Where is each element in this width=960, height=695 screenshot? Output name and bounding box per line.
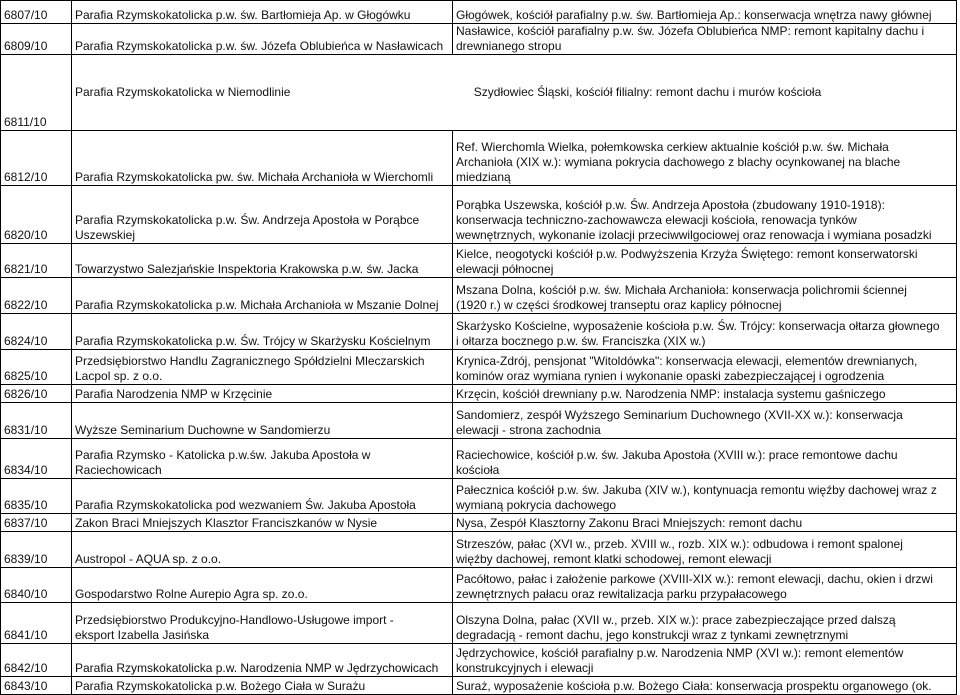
beneficiary: Parafia Rzymskokatolicka p.w. św. Józefa Oblubieńca w Nasławicach — [72, 24, 453, 55]
object-description: Strzeszów, pałac (XVI w., przeb. XVIII w., rozb. XIX w.): odbudowa i remont spalonej więźby dachowej, remont klatki schodowej, remont elewacji — [453, 532, 957, 568]
object-description: Nasławice, kościół parafialny p.w. św. Józefa Oblubieńca NMP: remont kapitalny dachu i drewnianego stropu — [453, 24, 957, 55]
object-description: Olszyna Dolna, pałac (XVII w., przeb. XIX w.): prace zabezpieczające przed dalszą degradacją - remont dachu, jego konstrukcji wraz z tynkami zewnętrznymi — [453, 603, 957, 644]
object-description: Krynica-Zdrój, pensjonat "Witoldówka": konserwacja elewacji, elementów drewnianych, kominów oraz wymiana rynien i wykonanie opaski zabezpieczającej i ogrodzenia — [453, 350, 957, 385]
grant-number: 6835/10 — [1, 479, 72, 514]
table-row — [1, 55, 957, 131]
grant-number: 6840/10 — [1, 568, 72, 603]
grant-number: 6825/10 — [1, 350, 72, 385]
beneficiary: Parafia Rzymskokatolicka p.w. Św. Andrzeja Apostoła w Porąbce Uszewskiej — [72, 186, 453, 244]
object-description: Raciechowice, kościół p.w. św. Jakuba Apostoła (XVIII w.): prace remontowe dachu kościoła — [453, 439, 957, 479]
table-row — [1, 603, 957, 644]
grant-number: 6831/10 — [1, 403, 72, 439]
object-description: Pacółtowo, pałac i założenie parkowe (XVIII-XIX w.): remont elewacji, dachu, okien i drzwi zewnętrznych pałacu oraz rewitalizacja parku przypałacowego — [453, 568, 957, 603]
table-row — [1, 186, 957, 244]
grant-number: 6842/10 — [1, 644, 72, 677]
grant-number: 6824/10 — [1, 314, 72, 350]
beneficiary: Parafia Rzymskokatolicka p.w. Św. Trójcy w Skarżysku Kościelnym — [72, 314, 453, 350]
grant-number: 6834/10 — [1, 439, 72, 479]
beneficiary: Parafia Narodzenia NMP w Krzęcinie — [72, 385, 453, 403]
table-row — [1, 244, 957, 278]
grant-number: 6812/10 — [1, 131, 72, 186]
object-description: Sandomierz, zespół Wyższego Seminarium Duchownego (XVII-XX w.): konserwacja elewacji - strona zachodnia — [453, 403, 957, 439]
beneficiary: Parafia Rzymskokatolicka p.w. Narodzenia NMP w Jędrzychowicach — [72, 644, 453, 677]
grant-number: 6809/10 — [1, 24, 72, 55]
beneficiary: Parafia Rzymskokatolicka pod wezwaniem Św. Jakuba Apostoła — [72, 479, 453, 514]
grant-number: 6820/10 — [1, 186, 72, 244]
table-row — [1, 1, 957, 24]
object-description: Ref. Wierchomla Wielka, połemkowska cerkiew aktualnie kościół p.w. św. Michała Archanioła (XIX w.): wymiana pokrycia dachowego z blachy ocynkowanej na blache miedzianą — [453, 131, 957, 186]
grant-number: 6821/10 — [1, 244, 72, 278]
object-description: Nysa, Zespół Klasztorny Zakonu Braci Mniejszych: remont dachu — [453, 514, 957, 532]
object-description: Porąbka Uszewska, kościół p.w. Św. Andrzeja Apostoła (zbudowany 1910-1918): konserwacja techniczno-zachowawcza elewacji kościoła, renowacja tynków wewnętrznych, wykonanie izolacji przeciwwilgociowej oraz renowacja i wymiana posadzki — [453, 186, 957, 244]
beneficiary: Przedsiębiorstwo Handlu Zagranicznego Spółdzielni Mleczarskich Lacpol sp. z o.o. — [72, 350, 453, 385]
beneficiary: Zakon Braci Mniejszych Klasztor Franciszkanów w Nysie — [72, 514, 453, 532]
table-row — [1, 514, 957, 532]
object-description: Jędrzychowice, kościół parafialny p.w. Narodzenia NMP (XVI w.): remont elementów konstrukcyjnych i elewacji — [453, 644, 957, 677]
beneficiary: Parafia Rzymskokatolicka p.w. św. Bartłomieja Ap. w Głogówku — [72, 1, 453, 24]
table-row — [1, 24, 957, 55]
table-row — [1, 479, 957, 514]
beneficiary: Austropol - AQUA sp. z o.o. — [72, 532, 453, 568]
grant-number: 6839/10 — [1, 532, 72, 568]
object-description: Pałecznica kościół p.w. św. Jakuba (XIV w.), kontynuacja remontu więźby dachowej wraz z wymianą pokrycia dachowego — [453, 479, 957, 514]
table-row — [1, 677, 957, 695]
beneficiary: Towarzystwo Salezjańskie Inspektoria Krakowska p.w. św. Jacka — [72, 244, 453, 278]
beneficiary: Parafia Rzymsko - Katolicka p.w.św. Jakuba Apostoła w Raciechowicach — [72, 439, 453, 479]
grant-number: 6822/10 — [1, 278, 72, 314]
beneficiary: Gospodarstwo Rolne Aurepio Agra sp. zo.o. — [72, 568, 453, 603]
table-row — [1, 385, 957, 403]
grant-number: 6807/10 — [1, 1, 72, 24]
beneficiary-and-object: Parafia Rzymskokatolicka w Niemodlinie Szydłowiec Śląski, kościół filialny: remont dachu i murów kościoła — [72, 55, 957, 131]
object-description: Suraż, wyposażenie kościoła p.w. Bożego Ciała: konserwacja prospektu organowego (ok. — [453, 677, 957, 695]
grant-number: 6811/10 — [1, 55, 72, 131]
object-description: Kielce, neogotycki kościół p.w. Podwyższenia Krzyża Świętego: remont konserwatorski elewacji północnej — [453, 244, 957, 278]
beneficiary: Parafia Rzymskokatolicka pw. św. Michała Archanioła w Wierchomli — [72, 131, 453, 186]
object-description: Skarżysko Kościelne, wyposażenie kościoła p.w. Św. Trójcy: konserwacja ołtarza głownego i ołtarza bocznego p.w. św. Franciszka (XIX w.) — [453, 314, 957, 350]
grant-number: 6826/10 — [1, 385, 72, 403]
beneficiary: Parafia Rzymskokatolicka p.w. Bożego Ciała w Surażu — [72, 677, 453, 695]
table-row — [1, 278, 957, 314]
table-row — [1, 350, 957, 385]
object-description: Krzęcin, kościół drewniany p.w. Narodzenia NMP: instalacja systemu gaśniczego — [453, 385, 957, 403]
table-row — [1, 644, 957, 677]
object-description: Mszana Dolna, kościół p.w. św. Michała Archanioła: konserwacja polichromii ściennej (1920 r.) w części środkowej transeptu oraz kaplicy północnej — [453, 278, 957, 314]
beneficiary: Przedsiębiorstwo Produkcyjno-Handlowo-Usługowe import - eksport Izabella Jasińska — [72, 603, 453, 644]
object-description: Głogówek, kościół parafialny p.w. św. Bartłomieja Ap.: konserwacja wnętrza nawy głównej — [453, 1, 957, 24]
table-row — [1, 439, 957, 479]
beneficiary: Parafia Rzymskokatolicka p.w. Michała Archanioła w Mszanie Dolnej — [72, 278, 453, 314]
table-row — [1, 131, 957, 186]
grant-number: 6841/10 — [1, 603, 72, 644]
grant-number: 6837/10 — [1, 514, 72, 532]
grant-number: 6843/10 — [1, 677, 72, 695]
table-row — [1, 568, 957, 603]
table-row — [1, 532, 957, 568]
table-row — [1, 314, 957, 350]
table-row — [1, 403, 957, 439]
beneficiary: Wyższe Seminarium Duchowne w Sandomierzu — [72, 403, 453, 439]
